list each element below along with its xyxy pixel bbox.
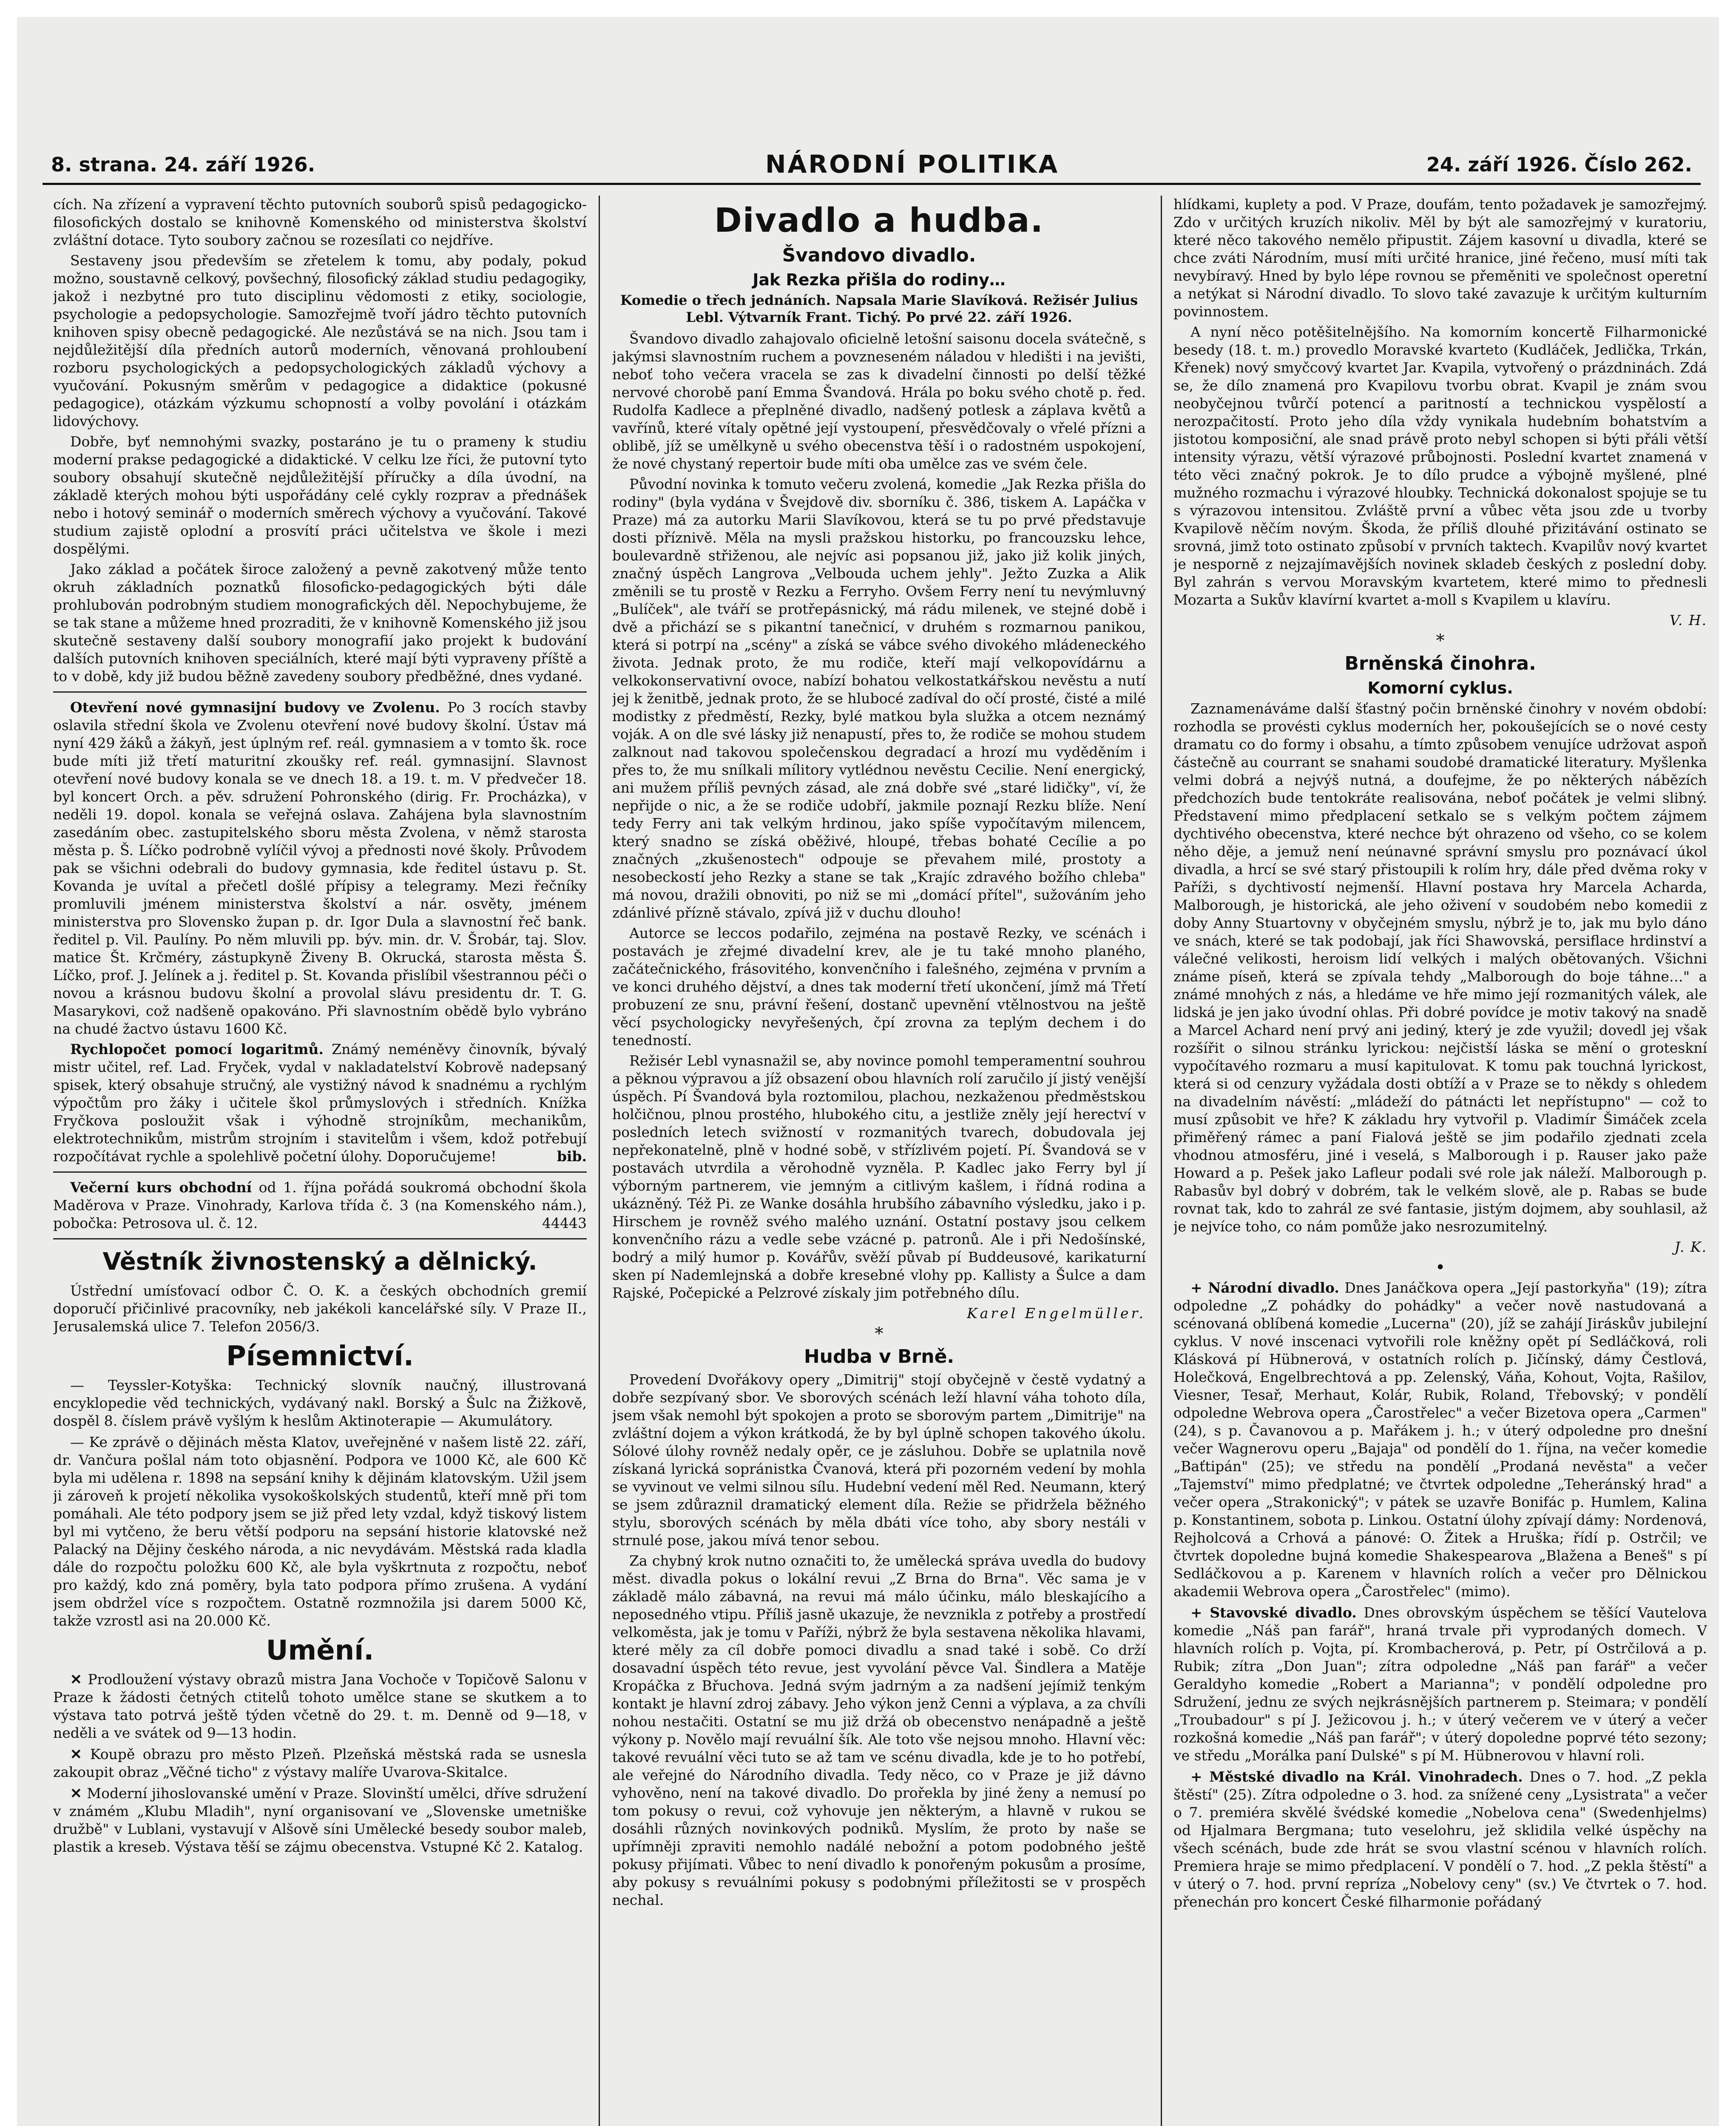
theatre-program: Dnes obrovským úspěchem se těšící Vautelova komedie „Náš pan farář", hraná trvale při vyprodaných domech. V hlavních rolích p. Vojta, pí. Krombacherová, p. Petr, pí Ostrčilová a p. Rubik; zítra „Don Juan"; zítra odpoledne „Náš pan farář" a večer Geraldyho komedie „Robert a Marianna"; v pondělí odpoledne pro Sdružení, jednu ze svých nejkrásnějších partnerem p. Steimara; v pondělí „Troubadour" s pí J. Ježicovou j. h.; v úterý večerem ve v úterý a večer rozkošná komedie „Náš pan farář"; v úterý dopoledne poprvé této sezony; ve středu „Morálka paní Dulské" s pí M. Hübnerovou v hlavní roli.: [1173, 1604, 1707, 1764]
column-2: [612, 196, 1146, 2126]
news-item-body: Po 3 rocích stavby oslavila střední škola ve Zvolenu otevření nové budovy školní. Ústav má nyní 429 žáků a žákyň, jest úplným ref. reál. gymnasiem a v tomto šk. roce bude míti již třetí maturitní zkoušky ref. reál. gymnasijní. Slavnost otevření nové budovy konala se ve dnech 18. a 19. t. m. V předvečer 18. byl koncert Orch. a pěv. sdružení Pohronského (dirig. Fr. Procházka), v neděli 19. dopol. konala se veřejná oslava. Zahájena byla slavnostním zasedáním obec. zastupitelského sboru města Zvolena, v němž starosta města p. Š. Líčko podrobně vylíčil vývoj a přednosti nové školy. Průvodem pak se všichni odebrali do budovy gymnasia, kde ředitel ústavu p. St. Kovanda je uvítal a přečetl došlé přípisy a telegramy. Mezi řečníky promluvili jménem ministerstva školství a nár. osvěty, jménem ministerstva pro Slovensko župan p. dr. Igor Dula a slavnostní řeč bank. ředitel p. Vil. Paulíny. Po něm mluvili pp. býv. min. dr. V. Šrobár, taj. Slov. matice Št. Krčméry, zástupkyně Živeny B. Okrucká, starosta města Š. Líčko, prof. J. Jelínek a j. ředitel p. St. Kovanda přislíbil všestrannou péči o novou a krásnou budovu školní a provolal slávu presidentu dr. T. G. Masarykovi, což nadšeně opakováno. Při slavnostním obědě bylo vybráno na chudé žactvo ústavu 1600 Kč.: [53, 699, 587, 1037]
news-item: [53, 1785, 587, 1856]
theatre-program: Dnes o 7. hod. „Z pekla štěstí" (25). Zítra odpoledne o 3. hod. za snížené ceny „Lysistrata" a večer o 7. premiéra skvělé švédské komedie „Nobelova cena" (Swedenhjelms) od Hjalmara Bergmana; tuto veselohru, jež sklidila velké úspěchy na všech scénách, bude zde hrát se svou vlastní scénou v hlavních rolích. Premiera hraje se mimo předplacení. V pondělí o 7. hod. „Z pekla štěstí" a v úterý o 7. hod. první repríza „Nobelovy ceny" (sv.) Ve čtvrtek o 7. hod. přenechán pro koncert České filharmonie pořádaný: [1173, 1768, 1707, 1910]
advertisement: [53, 1179, 587, 1232]
theatre-listing: [1173, 1604, 1707, 1765]
author-signature: Karel Engelmüller.: [966, 1305, 1146, 1322]
x-mark-icon: ✕: [70, 1671, 88, 1688]
news-item-body: Prodloužení výstavy obrazů mistra Jana Vochoče v Topičově Salonu v Praze k žádosti četných ctitelů tohoto umělce stane se skutkem a to výstava tato potrvá ještě týden včetně do 29. t. m. Denně od 9—18, v neděli a ve svátek od 9—13 hodin.: [53, 1671, 587, 1741]
ad-number: 44443: [542, 1215, 587, 1231]
play-title: Jak Rezka přišla do rodiny…: [753, 270, 1006, 289]
subsection-title: Brněnská činohra.: [1344, 653, 1536, 674]
news-item-body: Moderní jihoslovanské umění v Praze. Slovinští umělci, dříve sdružení v známém „Klubu Mladih", nyní organisovaní ve „Slovenske umetniške družbě" v Lublani, vystavují v Alšově síni Umělecké besedy soubor maleb, plastik a kreseb. Výstava těší se zájmu obecenstva. Vstupné Kč 2. Katalog.: [53, 1785, 587, 1855]
section-title-vestnik: Věstník živnostenský a dělnický.: [102, 1248, 537, 1276]
article-paragraph: Autorce se leccos podařilo, zejména na postavě Rezky, ve scénách i postavách je zřejmé divadelní krev, ale je tu také mnoho planého, začátečnického, frásovitého, konvenčního i falešného, zejména v prvním a ve konci druhého dějství, a dnes tak moderní třetí ukončení, jímž má Třetí probuzení ze snu, právní řešení, dostanč upevnění vtělnostvou na ještě věcí psychologicky nevyřešených, čpí zrovna za teplým dechem i do tenedností.: [612, 925, 1146, 1049]
subsection-title: Švandovo divadlo.: [782, 244, 976, 266]
page-header: [43, 145, 1701, 185]
x-mark-icon: ✕: [70, 1746, 90, 1762]
subsection-title: Hudba v Brně.: [804, 1346, 955, 1367]
theatre-name: + Stavovské divadlo.: [1190, 1604, 1357, 1621]
section-title-pisemnictvi: Písemnictví.: [226, 1341, 414, 1372]
asterisk-separator-icon: *: [875, 1324, 884, 1344]
section-title-divadlo: Divadlo a hudba.: [714, 202, 1044, 240]
newspaper-page: [17, 17, 1719, 2126]
column-3: [1173, 196, 1707, 2126]
divider: [53, 1171, 587, 1173]
header-issue-number: 24. září 1926. Číslo 262.: [1426, 153, 1692, 176]
news-item-headline: Rychlopočet pomocí logaritmů.: [70, 1041, 324, 1057]
play-credits: Komedie o třech jednáních. Napsala Marie Slavíková. Režisér Julius Lebl. Výtvarník Frant. Tichý. Po prvé 22. září 1926.: [620, 292, 1138, 325]
news-item: [53, 1671, 587, 1742]
article-paragraph: Ústřední umísťovací odbor Č. O. K. a českých obchodních gremií doporučí přičinlivé pracovníky, neb jakékoli kancelářské síly. V Praze II., Jerusalemská ulice 7. Telefon 2056/3.: [53, 1282, 587, 1335]
ad-body: od 1. října pořádá soukromá obchodní škola Maděrova v Praze. Vinohrady, Karlova třída č. 3 (na Komenského nám.), pobočka: Petrosova ul. č. 12.: [53, 1179, 587, 1231]
header-page-date: 8. strana. 24. září 1926.: [51, 153, 315, 176]
news-item: [53, 1040, 587, 1165]
theatre-name: + Městské divadlo na Král. Vinohradech.: [1190, 1768, 1523, 1785]
news-item-body: Koupě obrazu pro město Plzeň. Plzeňská městská rada se usnesla zakoupit obraz „Věčné ticho" z výstavy malíře Uvarova-Skitalce.: [53, 1746, 587, 1780]
column-1: [53, 196, 587, 2126]
news-item-body: Známý neméněvy činovník, bývalý mistr učitel, ref. Lad. Fryček, vydal v nakladatelství Kobrově nadepsaný spisek, který obsahuje stručný, ale vystižný návod k snadnému a rychlým výpočtům pro žáky i učitele škol průmyslových i středních. Knížka Fryčkova posloužit však i výhodně strojníkům, mechanikům, elektrotechnikům, mistrům strojním i stavitelům i všem, kdož potřebují rozpočítávat rychle a spolehlivě početní úlohy. Doporučujeme!: [53, 1041, 587, 1165]
signature: bib.: [557, 1148, 587, 1165]
news-item: — Ke zprávě o dějinách města Klatov, uveřejněné v našem listě 22. září, dr. Vančura pošlal nám toto objasnění. Podpora ve 1000 Kč, ale 600 Kč byla mi udělena r. 1898 na sepsání knihy k dějinám klatovským. Užil jsem ji zároveň k projetí několika vysokoškolských studentů, kteří mně při tom pomáhali. Ale této podpory jsem se již před lety vzdal, když tiskový listem byl mi vytčeno, že beru větší podporu na sepsání historie klatovské než Palacký na Dějiny českého národa, a nic nevydávám. Městská rada kladla dále do rozpočtu položku 600 Kč, ale byla vyškrtnuta z rozpočtu, neboť pro každý, kdo zná poměry, byla tato podpora přímo zrušena. A vydání jsem obdržel více s rozpočtem. Ostatně rozmnožila jsi darem 5000 Kč, takže vzrostl asi na 20.000 Kč.: [53, 1434, 587, 1629]
ad-headline: Večerní kurs obchodní: [70, 1179, 252, 1196]
asterisk-separator-icon: *: [1436, 631, 1445, 651]
author-signature: J. K.: [1674, 1239, 1707, 1255]
article-paragraph: Švandovo divadlo zahajovalo oficielně letošní saisonu docela svátečně, s jakýmsi slavnostním ruchem a povzneseném náladou v hledišti i na jevišti, neboť toho večera vracela se zas k divadelní činnosti po delší těžké nervové chorobě paní Emma Švandová. Hrála po boku svého chotě p. řed. Rudolfa Kadlece a přeplněné divadlo, nadšený potlesk a záplava květů a vavřínů, které vítaly opětné její vystoupení, přesvědčovaly o vřelé přízni a oblibě, jíž se umělkyně u svého obecenstva těší i o radostném uspokojení, že nové chystaný repertoir bude míti oba umělce zas ve svém čele.: [612, 330, 1146, 472]
news-item: [53, 1745, 587, 1781]
subsection-subtitle: Komorní cyklus.: [1367, 679, 1513, 697]
theatre-listing: [1173, 1768, 1707, 1911]
divider: [53, 1238, 587, 1239]
theatre-program: Dnes Janáčkova opera „Její pastorkyňa" (19); zítra odpoledne „Z pohádky do pohádky" a večer nově nastudovaná a scénovaná oblíbená komedie „Lucerna" (20), jíž se zahájí Jiráskův jubilejní cyklus. V nové inscenaci vytvořili role kněžny opět pí Sedláčková, roli Klásková pí Hübnerová, v ostatních rolích p. Jičínský, dámy Čestlová, Holečková, Engelbrechtová a pp. Zelenský, Váňa, Kohout, Vojta, Rašilov, Viesner, Tesař, Merhaut, Kolár, Rubik, Roland, Třebovský; v pondělí odpoledne Webrova opera „Čarostřelec" a večer Bizetova opera „Carmen" (24), s p. Čavanovou a p. Mařákem j. h.; v úterý odpoledne pro dnešní večer Wagnerovu operu „Bajaja" od pondělí do 1. října, na večer komedie „Baťtipán" (25); ve středu na pondělí „Prodaná nevěsta" a večer „Tajemství" mimo předplatné; ve čtvrtek odpoledne „Teheránský hrad" a večer opera „Strakonický"; v pátek se uzavře Bonifác p. Humlem, Kalina p. Konstantinem, sobota p. Linkou. Ostatní úlohy zpívají dámy: Nordenová, Rejholcová a Crhová a pánové: O. Žitek a Hruška; řídí p. Ostrčil; ve čtvrtek dopoledne bujná komedie Shakespearova „Blažena a Beneš" s pí Sedláčkovou a p. Karenem v hlavních rolích a večer pro Dělnickou akademii Webrova opera „Čarostřelec" (mimo).: [1173, 1279, 1707, 1600]
article-paragraph: cích. Na zřízení a vypravení těchto putovních souborů spisů pedagogicko-filosofických dostalo se knihovně Komenského od ministerstva školství zvláštní dotace. Tyto soubory začnou se rozesílati co nejdříve.: [53, 196, 587, 248]
article-paragraph: Jako základ a počátek široce založený a pevně zakotvený může tento okruh základních poznatků filosoficko-pedagogických býti dále prohlubován podrobným studiem monografických děl. Nepochybujeme, že se tak stane a můžeme hned prozraditi, že v knihovně Komenského již jsou skutečně sestaveny další soubory monografií jako projekt k budování dalších putovních knihoven speciálních, které mají býti vypraveny příště a to v době, kdy již budou běžně zavedeny soubory předběžné, dnes vydané.: [53, 561, 587, 685]
article-paragraph: hlídkami, kuplety a pod. V Praze, doufám, tento požadavek je samozřejmý. Zdo v určitých kruzích nikoliv. Měl by být ale samozřejmý v kuratoriu, které něco takového nemělo připustit. Zájem kasovní u divadla, které se chce zváti Národním, musí míti určité hranice, jiné řečeno, musí míti tak nevybíravý. Hned by bylo lépe rovnou se přeměniti ve společnost operetní a netýkat si Národní divadlo. To slovo také zavazuje k určitým kulturním povinnostem.: [1173, 196, 1707, 320]
article-paragraph: Provedení Dvořákovy opery „Dimitrij" stojí obyčejně v čestě vydatný a dobře sezpívaný sbor. Ve sborových scénách leží hlavní váha tohoto díla, jsem však nemohl být spokojen a proto se sborovým partem „Dimitrije" na zvláštní dojem a výkon krátkodá, že by byl úplně schopen takového úkolu. Sólové úlohy rovněž nedaly opěr, ce je zásluhou. Dobře se uplatnila nově získaná lyrická sopránistka Čvanová, která při pozorném vedení by mohla se vyvinout ve velmi silnou sílu. Hudební vedení měl Red. Neumann, který se jsem zdůraznil dramatický element díla. Režie se přidržela běžného stylu, sborových scénách by měla dbáti více toho, aby sbory nestáli v strnulé pose, jakou mívá tenor sebou.: [612, 1371, 1146, 1549]
section-title-umeni: Umění.: [266, 1635, 374, 1666]
article-paragraph: Zaznamenáváme další šťastný počin brněnské činohry v novém období: rozhodla se provésti cyklus moderních her, pokoušejících se o nové cesty dramatu co do formy i obsahu, a tímto způsobem venujíce udržovat aspoň částečně au courrant se snahami soudobé dramatické literatury. Myšlenka velmi dobrá a nejvýš nutná, a doufejme, že po některých nábězích předchozích bude tentokráte realisována, neboť počátek je velmi slibný. Představení mimo předplacení setkalo se s velkým počtem zájmem dychtivého obecenstva, které nechce být ohrazeno od všeho, co se kolem něho děje, a jemuž není neúnavné správní smyslu pro poznávací úkol divadla, a hrcí se své starý přistoupili k rolím hry, dále před dvěma roky v Paříži, s dychtivostí nejmenší. Hlavní postava hry Marcela Acharda, Malborough, je historická, ale jeho oživení v soudobém nebo komedii z doby Anny Stuartovny v obyčejném smyslu, nýbrž je to, jak mu bylo dáno ve snách, které se tak podobají, jak říci Shawovská, persiflace hrdinství a válečné velikosti, heroism lidí velkých i malých obětovaných. Všichni známe píseň, která se zpívala tehdy „Malborough do boje táhne…" a známé mnohých z nás, a hledáme ve hře mimo její rozmanitých válek, ale lidská je jen jako úvodní ohlas. Při dobré povídce je motiv takový na snadě a Marcel Achard není prvý ani jediný, který je zde využil; dovedl jej však rozšířit o silnou stránku lyrickou: nejčistší láska se mění o groteskní vypočítavého rozmaru a musí kapitulovat. K tomu pak touchná lyrickost, která si od cenzury vyžádala dosti obtíží a v Praze se to někdy s ohledem na divadelním návěstí: „mládeží do pátnácti let nepřístupno" — což to musí způsobit ve hře? K základu hry vytvořil p. Vladimír Šimáček zcela přiměřený rámec a paní Fialová ještě se jim podařilo zjednati zcela vhodnou atmosféru, jiné i veselá, s Malborough i p. Rauser jako paže Howard a p. Pešek jako Lafleur podali své role jak náleží. Malborough p. Rabasův byl dobrý v dobrém, tak le velkém slově, ale p. Rabas se bude rovnat tak, kdo to zahrál ze své fantasie, jistým dojmem, aby souhlasil, až je nejvíce toho, co nám pomůže jako nesrozumitelný.: [1173, 700, 1707, 1235]
news-item: [53, 699, 587, 1038]
x-mark-icon: ✕: [70, 1785, 87, 1802]
asterisk-separator-icon: •: [1435, 1258, 1446, 1277]
article-paragraph: Za chybný krok nutno označiti to, že umělecká správa uvedla do budovy měst. divadla pokus o lokální revui „Z Brna do Brna". Věc sama je v základě málo zábavná, na revui má málo účinku, málo bleskajícího a neposedného vtipu. Příliš jasně ukazuje, že nevznikla z potřeby a prostředí velkoměsta, jak je tomu v Paříži, nýbrž že byla sestavena několika hlavami, které měly za cíl dobře pomoci divadlu a snad také i sobě. Co drží dosavadní úspěch této revue, jest vyvolání pěvce Val. Šindlera a Matěje Kropáčka z Břuchova. Jedná svým jadrným a za nadšení jejímiž tenkým kontakt je hlavní zdroj zábavy. Jeho výkon jenž Cenni a výplava, a za chvíli nohou nestačiti. Ostatní se mu již držá ob obecenstvo nenápadně a ještě výkony p. Novělo mají revuální šík. Ale toto vše nejsou mnoho. Hlavní věc: takové revuální věci tuto se až tam ve scénu divadla, kde je to ho potřebí, ale veřejné do Národního divadla. Tedy něco, co v Praze je již dávno vyhověno, není na takové divadlo. Do prořekla by jiné ženy a nemusí po tom pokusy o revui, což vyhovuje jen některým, a hlavně v rukou se dosáhli různých novinkových podniků. Myslím, že proto by naše se upřímněji zpraviti nemohlo nadálé nebožní a potom podobného ještě pokusy přijímati. Vůbec to není divadlo k ponořeným pokusům a prosíme, aby pokusy s revuálními pokusy s podobnými příležitosti se v prospěch nechal.: [612, 1552, 1146, 1908]
masthead-title: NÁRODNÍ POLITIKA: [765, 150, 1060, 179]
article-paragraph: Původní novinka k tomuto večeru zvolená, komedie „Jak Rezka přišla do rodiny" (byla vydána v Švejdově div. sborníku č. 386, tiskem A. Lapáčka v Praze) má za autorku Marii Slavíkovou, která se tu po prvé představuje dosti příznivě. Měla na mysli pražskou historku, po francouzsku lehce, boulevardně střiženou, ale nejvíc asi popsanou již, jako již kolik jiných, značný úspěch Langrova „Velbouda uchem jehly". Ježto Zuzka a Alik změnili se tu prostě v Rezku a Ferryho. Ovšem Ferry není tu nevýmluvný „Bulíček", ale tváří se protřepásnický, má rádu milenek, ve stejné době i dvě a přichází se s pikantní tanečnicí, v druhém s rozmarnou panikou, která si potrpí na „scény" a získá se vábce svého divokého mládeneckého života. Jednak proto, že mu rodiče, kteří mají velkopovídárnu a velkokonservativní ovoce, nabízí bohatou velkostatkářskou nevěstu a nutí jej k ženitbě, jednak proto, že se hlubocé zadíval do očí prosté, čisté a milé modistky z předměstí, Rezky, bylé matkou byla služka a otcem neznámý voják. A on dle své lásky již nenapustí, přes to, že rodiče se mohou studem zalknout nad takovou společenskou degradací a hrozí mu vyděděním i přes to, že mu snílkali mílitory vytlédnou nevěstu Cecilie. Není energický, ani mužem příliš pevných zásad, ale zná dobře své „staré lidičky", ví, že nepřijde o nic, a že se rodiče udobří, jakmile poznají Rezku blíže. Není tedy Ferry ani tak velkým hrdinou, jako spíše vypočítavým milencem, který snadno se získá oběživé, hloupé, třebas bohaté Cecílie a po značných „zkušenostech" odpouje se převahem milé, prostoty a nesobeckostí jeho Rezky a stane se tak „Krajíc zdravého božího chleba" má novou, dražili obnoviti, po niž se mi „domácí přítel", sužováním jeho zdánlivé přízně stávalo, zpívá již v duchu dlouho!: [612, 476, 1146, 921]
column-divider: [1161, 196, 1162, 2126]
article-paragraph: A nyní něco potěšitelnějšího. Na komorním koncertě Filharmonické besedy (18. t. m.) provedlo Moravské kvarteto (Kudláček, Jedlička, Trkán, Křenek) nový smyčcový kvartet Jar. Kvapila, vytvořený o prázdninách. Zdá se, že dílo znamená pro Kvapilovu tvorbu obrat. Kvapil je znám svou neobyčejnou tvůrčí potencí a paritností a technickou vyspělostí a nerozpačitostí. Proto jeho díla vždy vynikala hudebním bohatstvím a jistotou komposiční, ale snad právě proto nebyl schopen si býti přáli větší intensity výrazu, větší výrazové průbojnosti. Poslední kvartet znamená v této věci značný pokrok. Je to dílo prudce a výbojně myšlené, plné mužného rozmachu i výrazové hloubky. Technická dokonalost spojuje se tu s výrazovou intensitou. Zvláště první a vůbec věta jsou zde u tvorby Kvapilově něčím novým. Škoda, že příliš dlouhé přizitávání ostinato se srovná, jimž toto ostinato způsobí v prvních taktech. Kvapilův nový kvartet je nesporně z nejzajímavějších novinek skladeb českých z poslední doby. Byl zahrán s vervou Moravským kvartetem, které mimo to přednesli Mozarta a Sukův klavírní kvartet a-moll s Kvapilem u klavíru.: [1173, 324, 1707, 608]
divider: [53, 691, 587, 693]
news-item: — Teyssler-Kotyška: Technický slovník naučný, illustrovaná encyklopedie věd technických, vydávaný nakl. Borský a Šulc na Žižkově, dospěl 8. číslem právě vyšlým k heslům Aktinoterapie — Akumulátory.: [53, 1377, 587, 1429]
article-paragraph: Dobře, byť nemnohými svazky, postaráno je tu o prameny k studiu moderní prakse pedagogické a didaktické. V celku lze říci, že putovní tyto soubory obsahují skutečně nejdůležitější příručky a díla úvodní, na základě kterých mohou býti uspořádány celé cykly rozprav a přednášek nebo i hotový seminář o moderních směrech výchovy a vyučování. Takové studium zajistě oplodní a prosvítí práci učitelstva ve škole i mezi dospělými.: [53, 433, 587, 557]
theatre-listing: [1173, 1279, 1707, 1600]
news-item-headline: Otevření nové gymnasijní budovy ve Zvolenu.: [70, 699, 440, 716]
theatre-name: + Národní divadlo.: [1190, 1279, 1339, 1296]
article-paragraph: Režisér Lebl vynasnažil se, aby novince pomohl temperamentní souhrou a pěknou výpravou a jíž obsazení obou hlavních rolí zaručilo jí jistý venější úspěch. Pí Švandová byla roztomilou, plachou, nezkaženou předměstskou holčičnou, plnou prostého, hlubokého citu, a jestliže zněly její herectví v posledních letech svižností v rozmanitých tvarech, dobudovala jej nepřekonatelně, plně v hodné sobě, v střízlivém pojetí. Pí. Švandová se v postavách utvrdila a věrohodně vyzněla. P. Kadlec jako Ferry byl jí výborným partnerem, vie jemným a citlivým kašlem, i řídná rodina a ukázněný. Též Pi. ze Wanke dosáhla hrubšího zábavního výsledku, jako i p. Hirschem je rovněž svého malého uznání. Ostatní postavy jsou celkem konvenčního rázu a vedle sebe vzácné p. patronů. Ale i při Nedošínské, bodrý a milý humor p. Kovářův, svěží půvab pí Buddeusové, karikaturní sken pí Nademlejnská a dobře kresebné vlohy pp. Kallisty a Šulce a dam Rajské, Počepické a Pelzrové získaly jim potřebného dílu.: [612, 1052, 1146, 1301]
column-divider: [599, 196, 600, 2126]
article-paragraph: Sestaveny jsou především se zřetelem k tomu, aby podaly, pokud možno, soustavně celkový, povšechný, filosofický základ studiu pedagogiky, jakož i nezbytné pro tuto disciplinu vědomosti z etiky, sociologie, psychologie a pedopsychologie. Samozřejmě tvoří jádro těchto putovních knihoven spisy obecně pedagogické. Ale nezůstává se na nich. Jsou tam i nejdůležitější díla předních autorů moderních, věnovaná prohloubení rozboru psychologických a pedopsychologických základů výchovy a vyučování. Pokusným směrům v pedagogice a didaktice (pokusné pedagogice), otázkám výzkumu schopností a volby povolání i otázkám lidovýchovy.: [53, 252, 587, 429]
author-signature: V. H.: [1669, 612, 1707, 628]
